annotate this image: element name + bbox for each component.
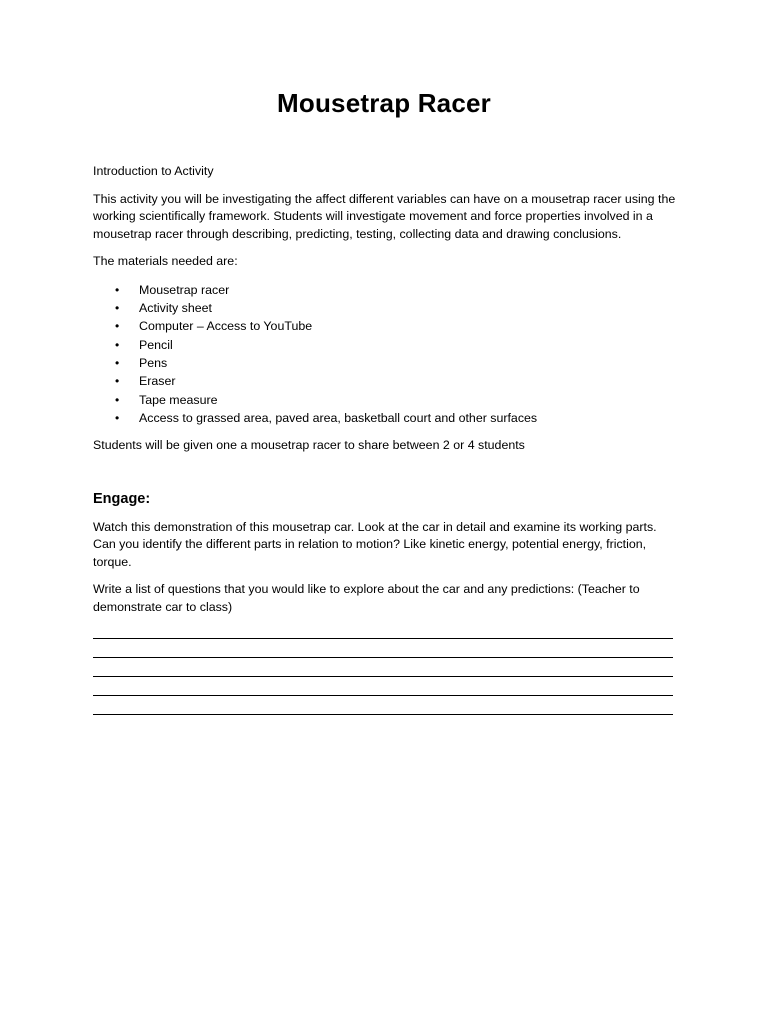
share-note: Students will be given one a mousetrap racer to share between 2 or 4 students bbox=[93, 437, 525, 452]
list-item bbox=[93, 409, 678, 427]
intro-paragraph: This activity you will be investigating the affect different variables can have on a mousetrap racer using the working scientifically framework. Students will investigate movement and force properties involved in a mousetrap racer through describing, predicting, testing, collecting data and drawing conclusions. bbox=[93, 191, 676, 241]
bullet-icon: • bbox=[115, 319, 120, 334]
bullet-icon: • bbox=[115, 337, 120, 352]
list-item-label: Eraser bbox=[139, 374, 176, 389]
list-item bbox=[93, 336, 678, 354]
materials-list bbox=[93, 281, 678, 428]
answer-line[interactable] bbox=[93, 696, 673, 715]
list-item-label: Tape measure bbox=[139, 392, 218, 407]
list-item-label: Mousetrap racer bbox=[139, 282, 230, 297]
answer-lines bbox=[93, 628, 678, 715]
document-body bbox=[93, 163, 678, 715]
page-title: Mousetrap Racer bbox=[277, 88, 491, 118]
questions-prompt: Write a list of questions that you would like to explore about the car and any predictions: (Teacher to demonstrate car to class) bbox=[93, 582, 640, 614]
list-item bbox=[93, 281, 678, 299]
list-item bbox=[93, 354, 678, 372]
list-item bbox=[93, 372, 678, 390]
list-item-label: Pens bbox=[139, 356, 168, 371]
list-item bbox=[93, 299, 678, 317]
materials-intro: The materials needed are: bbox=[93, 254, 238, 268]
list-item bbox=[93, 317, 678, 335]
list-item-label: Activity sheet bbox=[139, 300, 212, 315]
list-item bbox=[93, 391, 678, 409]
bullet-icon: • bbox=[115, 411, 120, 426]
list-item-label: Access to grassed area, paved area, basketball court and other surfaces bbox=[139, 411, 538, 426]
answer-line[interactable] bbox=[93, 639, 673, 658]
bullet-icon: • bbox=[115, 392, 120, 407]
engage-heading: Engage: bbox=[93, 491, 151, 508]
bullet-icon: • bbox=[115, 374, 120, 389]
answer-line[interactable] bbox=[93, 658, 673, 677]
list-item-label: Computer – Access to YouTube bbox=[139, 319, 313, 334]
answer-line[interactable] bbox=[93, 677, 673, 696]
engage-paragraph: Watch this demonstration of this mousetrap car. Look at the car in detail and examine its working parts. Can you identify the different parts in relation to motion? Like kinetic energy, potential energy, friction, torque. bbox=[93, 519, 657, 569]
intro-heading: Introduction to Activity bbox=[93, 164, 214, 178]
bullet-icon: • bbox=[115, 356, 120, 371]
bullet-icon: • bbox=[115, 300, 120, 315]
answer-line[interactable] bbox=[93, 628, 673, 639]
list-item-label: Pencil bbox=[139, 337, 173, 352]
bullet-icon: • bbox=[115, 282, 120, 297]
